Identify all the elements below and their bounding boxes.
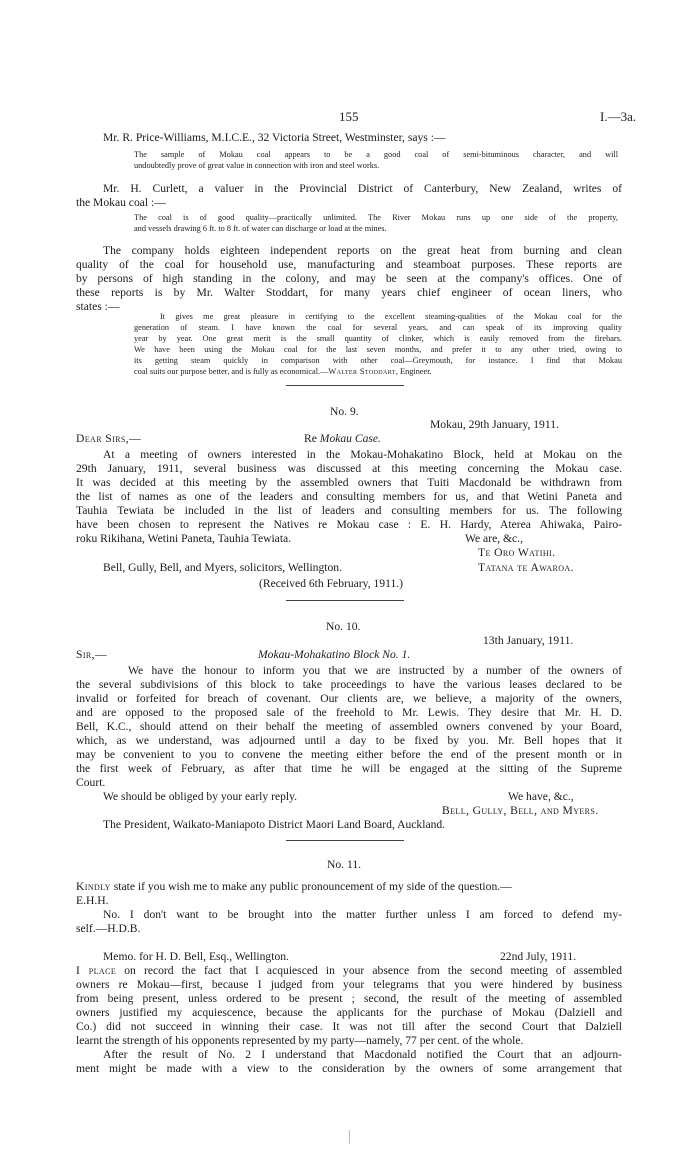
memo-after-line: ment might be made with a view to the consideration by the owners of some arrangement that <box>76 1062 622 1075</box>
no11-reply-last-line: self.—H.D.B. <box>76 922 141 935</box>
stoddart-quote-line: We have been using the Mokau coal for the last seven months, and prefer it to any other tried, owing to <box>134 345 622 354</box>
no10-body-line: the several subdivisions of this block to take proceedings to have the various leases declared to be <box>76 678 622 691</box>
no10-body-last-line: Court. <box>76 776 106 789</box>
no9-closing: We are, &c., <box>465 532 523 545</box>
section-divider <box>286 840 404 841</box>
price-williams-quote-line: undoubtedly prove of great value in connection with iron and steel works. <box>134 161 380 170</box>
no9-body-line: At a meeting of owners interested in the Mokau-Mohakatino Block, held at Mokau on the <box>103 448 622 461</box>
memo-date: 22nd July, 1911. <box>500 950 577 963</box>
no11-kindly-lead: Kindly <box>76 880 111 893</box>
company-paragraph-line: quality of the coal for household use, manufacturing and steamboat purposes. These reports are <box>76 258 622 271</box>
no9-place-date: Mokau, 29th January, 1911. <box>430 418 559 431</box>
memo-after-line: After the result of No. 2 I understand that Macdonald notified the Court that an adjourn- <box>103 1048 622 1061</box>
no10-body-line: may be convenient to you to convene the meeting either before the end of the present month or in <box>76 748 622 761</box>
stoddart-quote-last-line <box>134 367 432 378</box>
stoddart-quote-text: coal suits our purpose better, and is fully as economical.— <box>134 367 329 376</box>
memo-body-last-line: learnt the strength of his opponents represented by my party—namely, 77 per cent. of the whole. <box>76 1034 524 1047</box>
no9-body-line: the list of names as one of the leaders and consulting members for us, and that Wetini Paneta and <box>76 490 622 503</box>
section-divider <box>286 385 404 386</box>
no10-salutation: Sir,— <box>76 648 107 661</box>
no9-received-note: (Received 6th February, 1911.) <box>259 577 404 590</box>
no9-addressee: Bell, Gully, Bell, and Myers, solicitors, Wellington. <box>103 561 342 574</box>
curlett-quote-line: and vessels drawing 6 ft. to 8 ft. of water can discharge or load at the mines. <box>134 224 387 233</box>
no10-body-line: Bell, K.C., should attend on their behalf the meeting of assembled owners convened by your Board, <box>76 720 622 733</box>
no9-signer-te-oro-watihi: Te Oro Watihi. <box>478 546 556 559</box>
stoddart-quote-line: generation of steam. I have known the coal for several years, and can speak of its improving quality <box>134 323 622 332</box>
no9-body-last-line: roku Rikihana, Wetini Paneta, Tauhia Tewiata. <box>76 532 292 545</box>
memo-line: Memo. for H. D. Bell, Esq., Wellington. <box>103 950 289 963</box>
no9-body-line: 29th January, 1911, several business was discussed at this meeting concerning the Mokau case. <box>76 462 622 475</box>
memo-body-first-rest: on record the fact that I acquiesced in your absence from the second meeting of assembled <box>116 964 622 977</box>
price-williams-intro: Mr. R. Price-Williams, M.I.C.E., 32 Victoria Street, Westminster, says :— <box>103 131 446 144</box>
no9-salutation: Dear Sirs,— <box>76 432 142 445</box>
no9-re-subject: Mokau Case. <box>319 432 381 445</box>
binding-mark <box>349 1130 350 1144</box>
memo-body-lead: I place <box>76 964 117 977</box>
no9-body-line: have been chosen to represent the Natives re Mokau case : E. H. Hardy, Aterea Ahiwaka, Pairo- <box>76 518 622 531</box>
memo-body-first-line <box>76 964 622 978</box>
stoddart-quote-line: its getting steam quickly in comparison with other coal—Greymouth, for instance. I find that Mokau <box>134 356 622 365</box>
no11-initials-ehh: E.H.H. <box>76 894 109 907</box>
memo-body-line: owners justified my acquiescence, because the applicants for the purchase of Mokau (Dalziell and <box>76 1006 622 1019</box>
stoddart-signature: Walter Stoddart <box>328 367 396 376</box>
no9-signer-tatana-te-awaroa: Tatana te Awaroa. <box>478 561 574 574</box>
stoddart-quote-line: year by year. One great merit is the small quantity of clinker, which is easily removed from the firebars. <box>134 334 622 343</box>
curlett-intro-line: the Mokau coal :— <box>76 196 166 209</box>
no11-kindly-rest: state if you wish me to make any public pronouncement of my side of the question.— <box>110 880 512 893</box>
no10-obliged-line: We should be obliged by your early reply. <box>103 790 298 803</box>
company-paragraph-line: The company holds eighteen independent reports on the great heat from burning and clean <box>103 244 622 257</box>
memo-body-line: from being present, unless ordered to be present ; second, the result of the meeting of assembled <box>76 992 622 1005</box>
no9-re-prefix: Re <box>304 432 320 445</box>
company-paragraph-line: states :— <box>76 300 120 313</box>
no9-re-line <box>304 432 381 446</box>
curlett-quote-line: The coal is of good quality—practically unlimited. The River Mokau runs up one side of the property, <box>134 213 618 222</box>
no10-body-line: invalid or forfeited for breach of covenant. Our clients are, we believe, a majority of the owners, <box>76 692 622 705</box>
stoddart-signature-suffix: , Engineer. <box>395 367 432 376</box>
no10-closing: We have, &c., <box>508 790 574 803</box>
memo-body-line: Co.) did not succeed in winning their case. It was not till after the second Court that Dalziell <box>76 1020 622 1033</box>
no11-kindly-line <box>76 880 512 894</box>
letter-heading-no9: No. 9. <box>330 405 359 418</box>
letter-heading-no11: No. 11. <box>327 858 362 871</box>
document-reference: I.—3a. <box>600 109 637 124</box>
no11-reply-line: No. I don't want to be brought into the matter further unless I am forced to defend my- <box>103 908 622 921</box>
no10-body-line: which, as we understand, was adjourned until a day to be fixed by you. Mr. Bell hopes that it <box>76 734 622 747</box>
no10-signer: Bell, Gully, Bell, and Myers. <box>442 804 599 817</box>
no10-subject: Mokau-Mohakatino Block No. 1. <box>258 648 411 661</box>
memo-body-line: owners re Mokau—first, because I judged from your telegrams that you were hindered by business <box>76 978 622 991</box>
curlett-intro-line: Mr. H. Curlett, a valuer in the Provincial District of Canterbury, New Zealand, writes of <box>103 182 622 195</box>
company-paragraph-line: these reports is by Mr. Walter Stoddart, for many years chief engineer of ocean liners, who <box>76 286 622 299</box>
section-divider <box>286 600 404 601</box>
no10-body-line: the first week of February, as after that time he will be engaged at the sitting of the Supreme <box>76 762 622 775</box>
no9-body-line: Tauhia Tewiata be included in the list of leaders and consulting members for us. The following <box>76 504 622 517</box>
price-williams-quote-line: The sample of Mokau coal appears to be a good coal of semi-bituminous character, and will <box>134 150 618 159</box>
no10-date: 13th January, 1911. <box>483 634 574 647</box>
no10-body-line: and are opposed to the proposed sale of the freehold to Mr. Lewis. They desire that Mr. H. D. <box>76 706 622 719</box>
company-paragraph-line: by persons of high standing in the colony, and may be seen at the company's offices. One of <box>76 272 622 285</box>
no10-body-line: We have the honour to inform you that we are instructed by a number of the owners of <box>128 664 622 677</box>
no9-body-line: It was decided at this meeting by the assembled owners that Tuiti Macdonald be withdrawn from <box>76 476 622 489</box>
letter-heading-no10: No. 10. <box>326 620 361 633</box>
page-number: 155 <box>339 109 359 124</box>
no10-addressee: The President, Waikato-Maniapoto District Maori Land Board, Auckland. <box>103 818 446 831</box>
stoddart-quote-line: It gives me great pleasure in certifying to the excellent steaming-qualities of the Mokau coal for the <box>160 312 622 321</box>
